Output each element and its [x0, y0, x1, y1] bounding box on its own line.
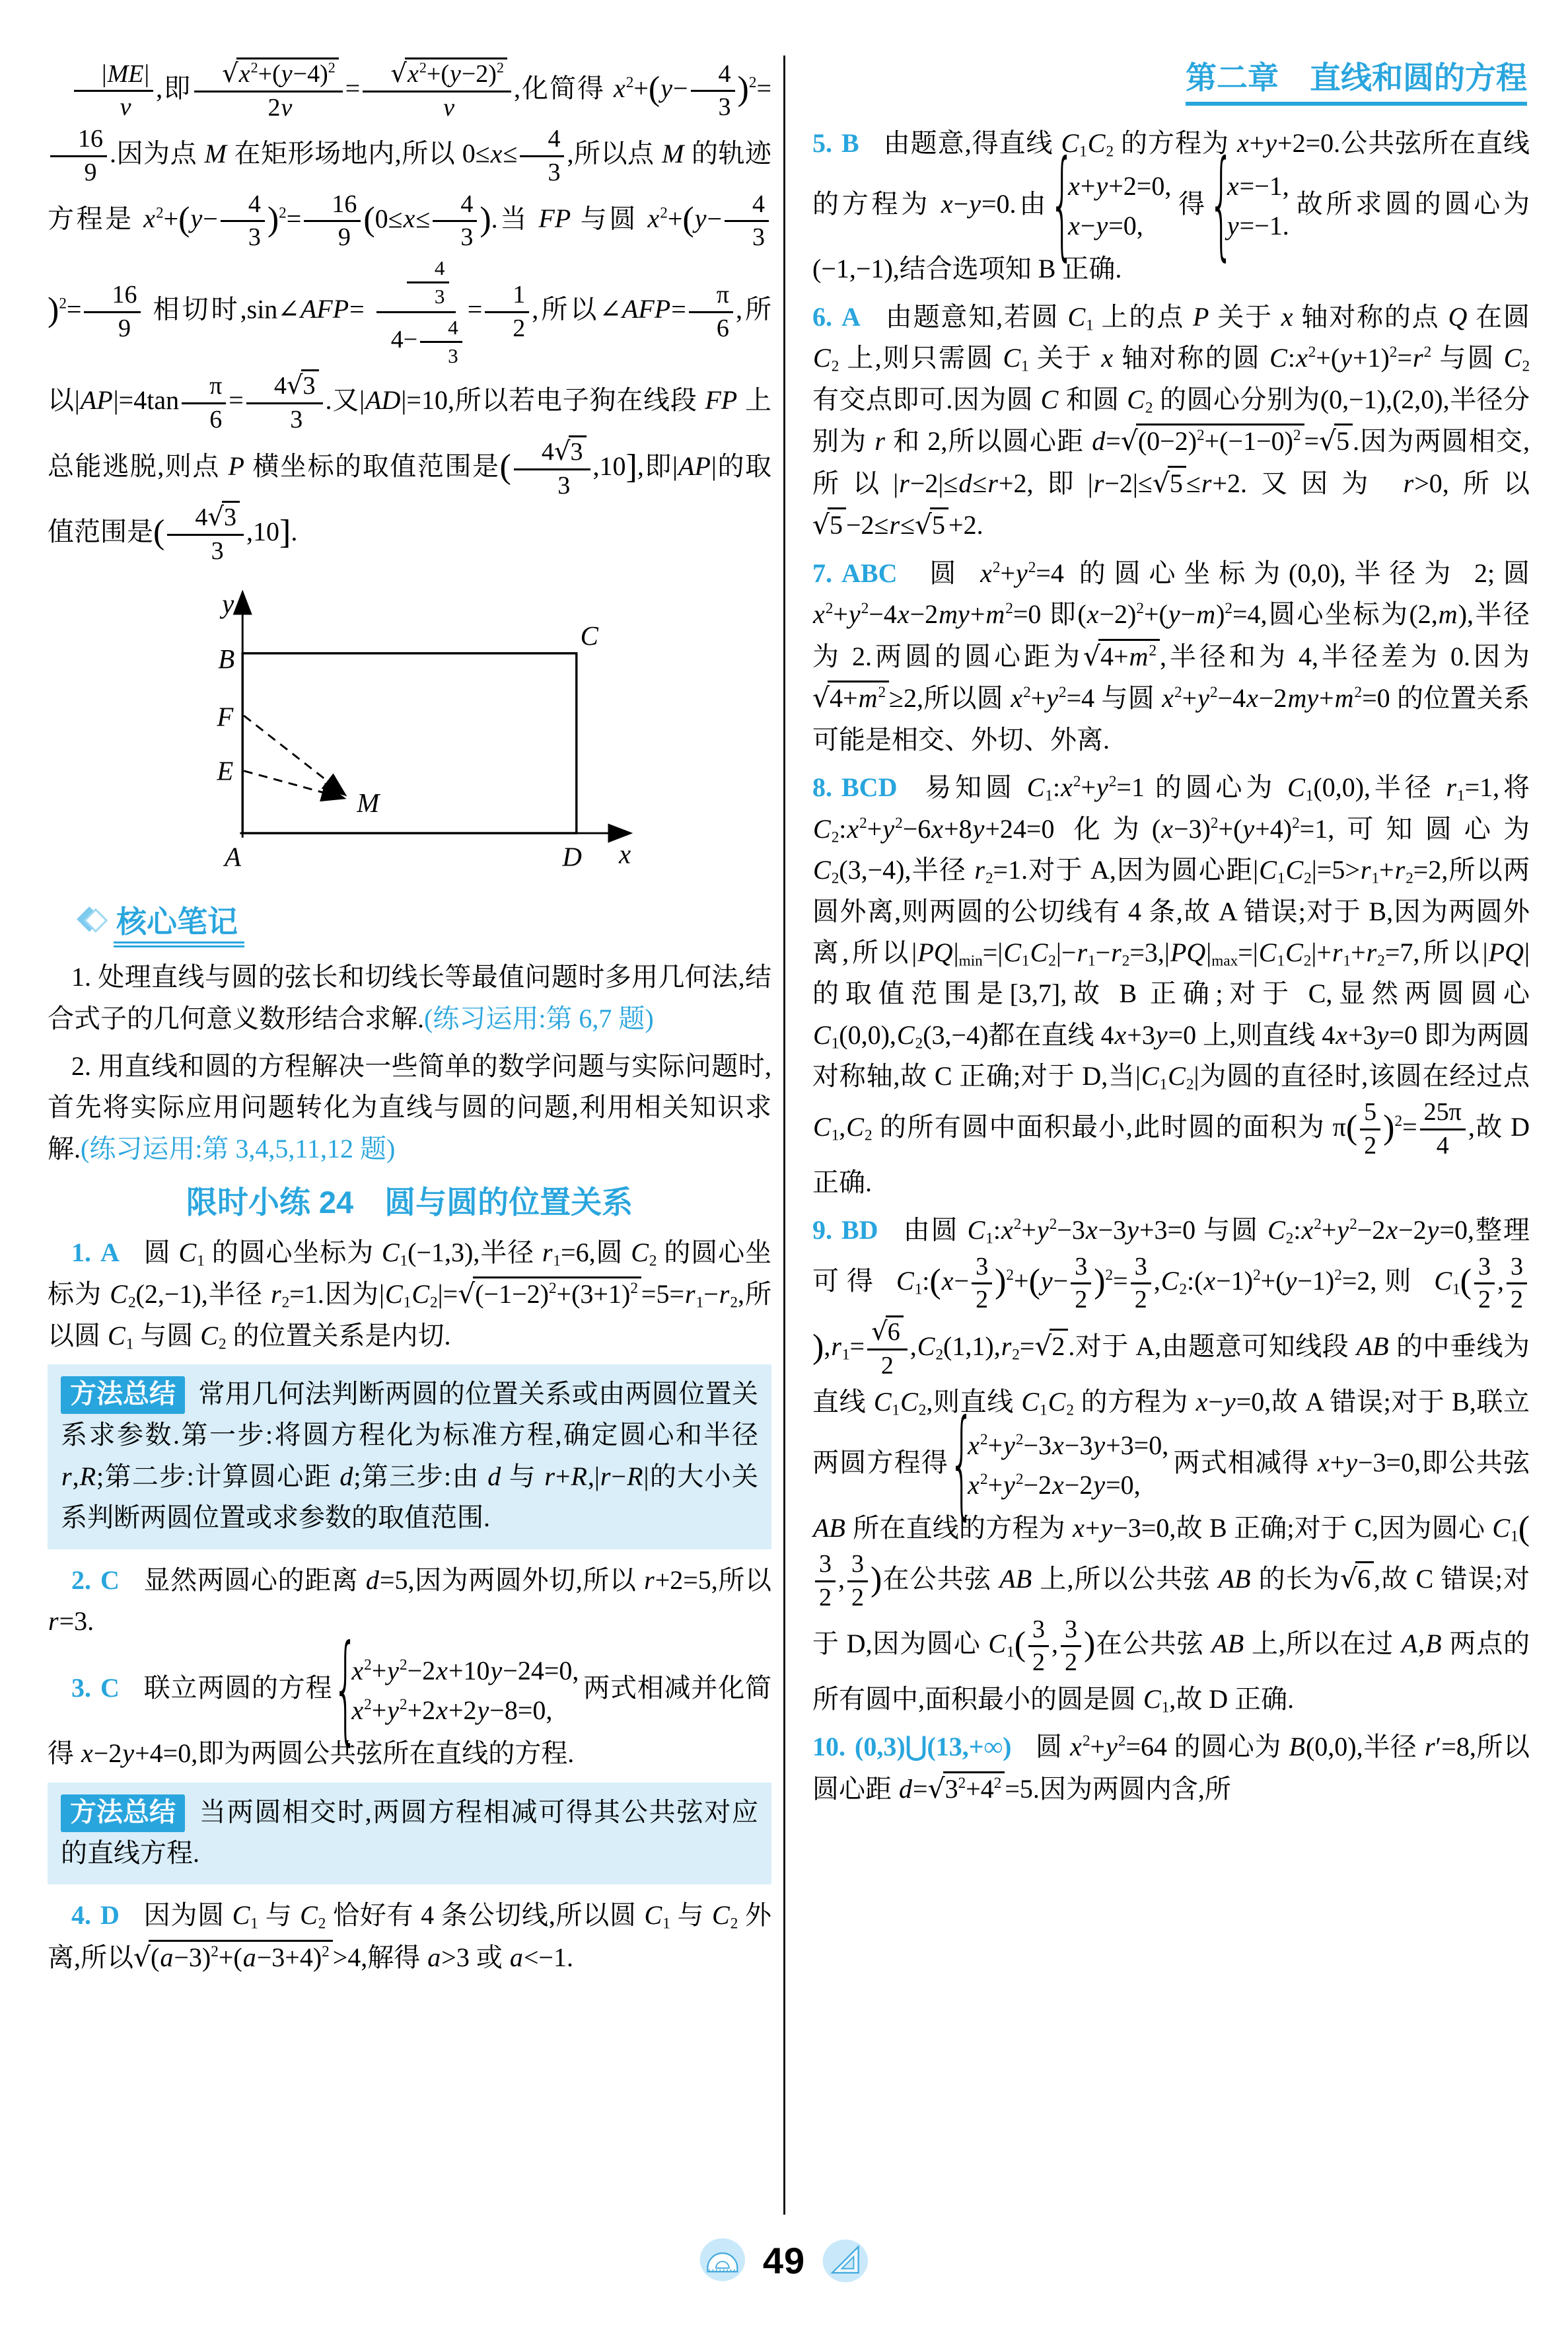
- problem-1-answer: A: [100, 1237, 120, 1267]
- problem-9: [812, 1210, 1530, 1720]
- chapter-title: 第二章 直线和圆的方程: [1186, 61, 1527, 106]
- problem-7-solution: 圆 $x^2+y^2=4$ 的圆心坐标为(0,0),半径为 2;圆 $x^2+y^2-4x-2my+m^2=0$ 即$(x-2)^2+(y-m)^2=4$,圆心坐标为(2,m),半径为 2.两圆的圆心距为 √ $4+m^2$ ,半径和为 4,半径差为 0.因为√ $4+m^2 \ge 2$,所以圆 $x^2+y^2=4$ 与圆 $x^2+y^2-4x-2my+m^2=0$ 的位置关系可能是相交、外切、外离.: [812, 558, 1530, 755]
- label-b: B: [218, 644, 235, 674]
- label-f: F: [217, 702, 234, 732]
- problem-10: [812, 1726, 1530, 1810]
- problem-10-answer: (0,3)⋃(13,+∞): [855, 1732, 1012, 1762]
- diamond-icon: [74, 904, 112, 942]
- problem-2-solution: 显然两圆心的距离 d=5,因为两圆外切,所以 r+2=5,所以 r=3.: [48, 1565, 772, 1636]
- problem-8-number: 8.: [812, 772, 832, 803]
- problem-3-answer: C: [100, 1673, 120, 1703]
- label-x: x: [618, 839, 631, 869]
- problem-8: [812, 767, 1530, 1203]
- problem-8-solution: 易知圆 $C_1:x^2+y^2=1$ 的圆心为 $C_1(0,0)$,半径 $r_1=1$,将 $C_2:x^2+y^2-6x+8y+24=0$ 化为$(x-3)^2+(y+4)^2=1$,可知圆心为 $C_2(3,-4)$,半径 $r_2=1$.对于 A,因为圆心距$|C_1C_2|=5>r_1+r_2=2$,所以两圆外离,则两圆的公切线有 4 条,故 A 错误;对于 B,因为两圆外离,所以$|PQ|_{min}=|C_1C_2|-r_1-r_2=3,|PQ|_{max}=|C_1C_2|+r_1+r_2=7$,所以|PQ|的取值范围是[3,7],故 B 正确;对于 C,显然两圆圆心 $C_1(0,0),C_2(3,-4)$都在直线 4x+3y=0 上,则直线 4x+3y=0 即为两圆对称轴,故 C 正确;对于 D,当$|C_1C_2|$为圆的直径时,该圆在经过点 $C_1,C_2$ 的所有圆中面积最小,此时圆的面积为 π( $\frac{5}{2}$ )$^2$= $\frac{25\pi}{4}$ ,故 D 正确.: [812, 772, 1530, 1197]
- problem-2-answer: C: [100, 1565, 120, 1595]
- method-summary-text-1: 常用几何法判断两圆的位置关系或由两圆位置关系求参数.第一步:将圆方程化为标准方程,确定圆心和半径 r,R;第二步:计算圆心距 d;第三步:由 d 与 r+R,|r−R|的大小关系判断两圆位置或求参数的取值范围.: [61, 1378, 759, 1533]
- problem-3-number: 3.: [71, 1673, 91, 1703]
- method-summary-label-1: 方法总结: [61, 1376, 185, 1414]
- core-notes-header: [74, 904, 771, 947]
- core-notes-title: 核心笔记: [114, 906, 244, 947]
- label-a: A: [225, 842, 241, 872]
- problem-4-answer: D: [100, 1900, 120, 1931]
- problem-5-answer: B: [841, 128, 859, 158]
- problem-5-number: 5.: [812, 128, 832, 158]
- label-y: y: [222, 589, 234, 619]
- right-column: [812, 123, 1530, 1816]
- rectangle-abcd: [242, 653, 577, 832]
- label-d: D: [562, 842, 582, 872]
- method-summary-box-1: [48, 1364, 771, 1549]
- problem-6: [812, 297, 1530, 546]
- problem-10-number: 10.: [812, 1732, 845, 1762]
- problem-6-answer: A: [841, 301, 861, 332]
- problem-6-solution: 由题意知,若圆 $C_1$ 上的点 P 关于 x 轴对称的点 Q 在圆 $C_2$ 上,则只需圆 $C_1$ 关于 x 轴对称的圆 $C:x^2+(y+1)^2=r^2$ 与圆 $C_2$ 有交点即可.因为圆 C 和圆 $C_2$ 的圆心分别为(0,−1),(2,0),半径分别为 r 和 2,所以圆心距 d= √ $(0-2)^2+(-1-0)^2$ = √ 5 .因为两圆相交,所以|r−2|≤d≤r+2,即|r−2|≤ √ 5 ≤r+2.又因为 r>0,所以√ 5 −2≤r≤ √ 5 +2.: [812, 302, 1530, 540]
- problem-8-answer: BCD: [841, 772, 898, 803]
- problem-2: [48, 1560, 771, 1642]
- problem-9-solution: 由圆 $C_1:x^2+y^2-3x-3y+3=0$ 与圆 $C_2:x^2+y^2-2x-2y=0$,整理可得 $C_1:(x-$ $\frac{3}{2}$ )$^2$+(y− $\frac{3}{2}$ )$^2$= $\frac{3}{2}$ $,C_2:(x-1)^2+(y-1)^2=2$,则 $C_1$( $\frac{3}{2}$ , $\frac{3}{2}$ )$,r_1=$ √ $\frac{6}{2}$ $,C_2(1,1),r_2=$ √ 2 .对于 A,由题意可知线段 AB 的中垂线为直线 $C_1C_2$,则直线 $C_1C_2$ 的方程为 x−y=0,故 A 错误;对于 B,联立两圆方程得 { $x^2+y^2-3x-3y+3=0$, $x^2+y^2-2x-2y=0$, 两式相减得 x+y−3=0,即公共弦 AB 所在直线的方程为 x+y−3=0,故 B 正确;对于 C,因为圆心 $C_1$( $\frac{3}{2}$ , $\frac{3}{2}$ )在公共弦 AB 上,所以公共弦 AB 的长为 √ 6 ,故 C 错误;对于 D,因为圆心 $C_1$( $\frac{3}{2}$ , $\frac{3}{2}$ )在公共弦 AB 上,所以在过 A,B 两点的所有圆中,面积最小的圆是圆 $C_1$,故 D 正确.: [812, 1215, 1530, 1714]
- problem-7: [812, 553, 1530, 760]
- figure-svg: [178, 579, 641, 875]
- problem-2-number: 2.: [71, 1565, 91, 1595]
- method-summary-text-2: 当两圆相交时,两圆方程相减可得其公共弦对应的直线方程.: [61, 1796, 758, 1868]
- problem-3: [48, 1648, 771, 1774]
- dashed-arrow-f-to-m: [244, 716, 344, 794]
- problem-4-number: 4.: [71, 1900, 91, 1931]
- left-column: [48, 58, 771, 1985]
- problem-9-number: 9.: [812, 1215, 832, 1245]
- solution-continuation-paragraph: $\frac{|ME|}{v}$ ,即 √ $\frac{x^2+(y-4)^2}{2v}$ = √ $\frac{x^2+(y-2)^2}{v}$ ,化简得 $x^2+(y-$ $\frac{4}{3}$ )$^2$= $\frac{16}{9}$ .因为点 M 在矩形场地内,所以 0≤x≤ $\frac{4}{3}$ ,所以点 M 的轨迹方程是 $x^2+(y-$ $\frac{4}{3}$ )$^2$= $\frac{16}{9}$ (0≤x≤ $\frac{4}{3}$ ).当 FP 与圆 $x^2+(y-$ $\frac{4}{3}$ )$^2$= $\frac{16}{9}$ 相切时,sin∠AFP= $\frac{4}{3}$ 4− $\frac{4}{3}$ = $\frac{1}{2}$ ,所以∠AFP= $\frac{\pi}{6}$ ,所以|AP|=4tan $\frac{\pi}{6}$ = $\frac{4 √ 3}{3}$ .又|AD|=10,所以若电子狗在线段 FP 上总能逃脱,则点 P 横坐标的取值范围是( $\frac{4 √ 3}{3}$ ,10],即|AP|的取值范围是( $\frac{4 √ 3}{3}$ ,10].: [48, 58, 771, 568]
- problem-7-number: 7.: [812, 558, 832, 588]
- problem-9-answer: BD: [841, 1215, 878, 1245]
- problem-6-number: 6.: [812, 301, 832, 332]
- page-footer: [697, 2232, 871, 2289]
- rectangle-coordinate-figure: [178, 579, 641, 887]
- label-e: E: [217, 755, 234, 786]
- method-summary-label-2: 方法总结: [61, 1794, 185, 1832]
- problem-4-solution: 因为圆 $C_1$ 与 $C_2$ 恰好有 4 条公切线,所以圆 $C_1$ 与 $C_2$ 外离,所以 √ $(a-3)^2+(a-3+4)^2 >4$,解得 a>3 或 a<−1.: [48, 1900, 771, 1972]
- method-summary-box-2: [48, 1783, 771, 1885]
- practice-section-title: 限时小练 24 圆与圆的位置关系: [186, 1185, 633, 1220]
- protractor-icon: [697, 2237, 748, 2285]
- set-square-icon: [820, 2237, 871, 2285]
- core-note-item-1: 1. 处理直线与圆的弦长和切线长等最值问题时多用几何法,结合式子的几何意义数形结合求解.(练习运用:第 6,7 题): [48, 962, 771, 1033]
- problem-7-answer: ABC: [841, 558, 898, 588]
- problem-1-number: 1.: [71, 1237, 91, 1267]
- problem-1: [48, 1232, 771, 1356]
- dashed-arrow-e-to-m: [244, 770, 343, 797]
- problem-10-solution: 圆 $x^2+y^2=64$ 的圆心为 B(0,0),半径 r′=8,所以圆心距 d= √ $3^2+4^2 =5$.因为两圆内含,所: [812, 1732, 1530, 1803]
- page-number: 49: [762, 2240, 806, 2281]
- column-divider: [783, 55, 785, 2215]
- problem-5: [812, 123, 1530, 290]
- core-note-item-2: 2. 用直线和圆的方程解决一些简单的数学问题与实际问题时,首先将实际应用问题转化为直线与圆的问题,利用相关知识求解.(练习运用:第 3,4,5,11,12 题): [48, 1051, 771, 1163]
- label-c: C: [580, 620, 598, 651]
- problem-4: [48, 1895, 771, 1978]
- problem-5-solution: 由题意,得直线 $C_1C_2$ 的方程为 x+y+2=0.公共弦所在直线的方程为 x−y=0.由 { x+y+2=0, x−y=0, 得 { x=−1, y=−1. 故所求圆的圆心为(−1,−1),结合选项知 B 正确.: [812, 128, 1530, 283]
- problem-3-solution: 联立两圆的方程 { $x^2+y^2-2x+10y-24=0$, $x^2+y^2+2x+2y-8=0$, 两式相减并化简得 x−2y+4=0,即为两圆公共弦所在直线的方程.: [48, 1673, 771, 1768]
- label-m: M: [357, 788, 380, 818]
- problem-1-solution: 圆 $C_1$ 的圆心坐标为 $C_1(-1,3)$,半径 $r_1=6$,圆 $C_2$ 的圆心坐标为 $C_2(2,-1)$,半径 $r_2=1$.因为$|C_1C_2|=$ √ $(-1-2)^2+(3+1)^2 =5=r_1-r_2$,所以圆 $C_1$ 与圆 $C_2$ 的位置关系是内切.: [48, 1237, 771, 1350]
